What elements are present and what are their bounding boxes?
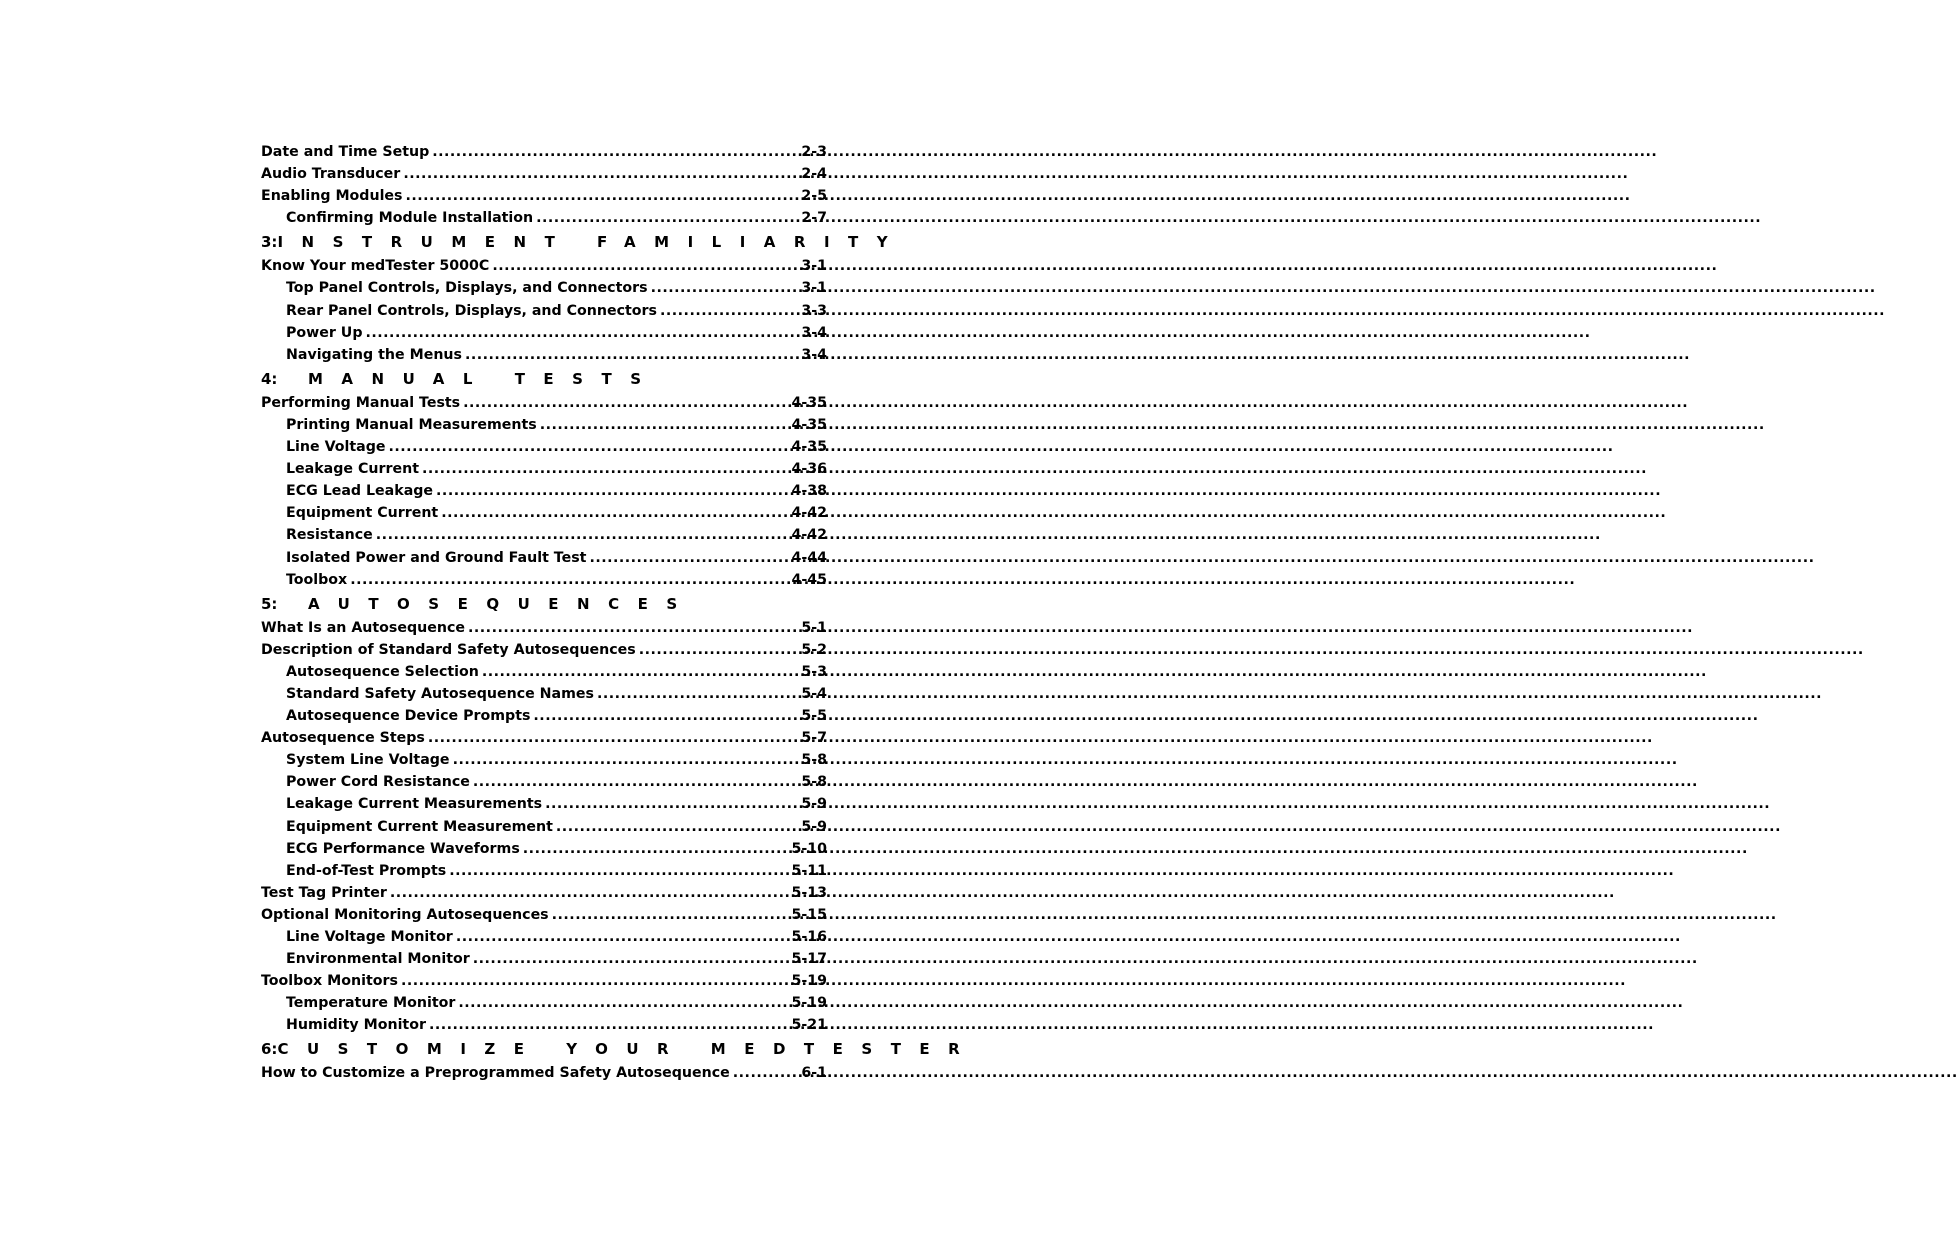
toc-entry[interactable]	[261, 661, 827, 683]
toc-entry[interactable]	[261, 207, 827, 229]
dot-leader	[401, 970, 788, 992]
toc-entry-page: 6-1	[801, 1065, 827, 1082]
chapter-heading	[261, 1036, 979, 1062]
toc-entry-page: 4-35	[791, 416, 827, 433]
dot-leader	[366, 322, 798, 344]
toc-entry[interactable]	[261, 185, 827, 207]
dot-leader	[536, 207, 797, 229]
toc-entry[interactable]	[261, 569, 827, 591]
toc-entry-title: Printing Manual Measurements	[286, 416, 537, 433]
toc-entry-page: 3-3	[801, 302, 827, 319]
toc-entry-title: Test Tag Printer	[261, 884, 387, 901]
dot-leader	[429, 1014, 788, 1036]
toc-entry-title: Performing Manual Tests	[261, 394, 461, 411]
dot-leader	[465, 344, 797, 366]
dot-leader	[533, 705, 797, 727]
toc-entry-title: Power Up	[286, 324, 363, 341]
toc-entry[interactable]	[261, 1062, 827, 1084]
toc-entry[interactable]	[261, 727, 827, 749]
dot-leader	[468, 617, 797, 639]
dot-leader	[449, 860, 787, 882]
dot-leader	[660, 300, 797, 322]
dot-leader	[482, 661, 798, 683]
toc-entry-page: 4-44	[791, 549, 827, 566]
toc-entry-page: 4-35	[791, 394, 827, 411]
toc-entry-title: Toolbox	[286, 571, 348, 588]
dot-leader	[422, 458, 788, 480]
toc-entry-title: Humidity Monitor	[286, 1017, 426, 1034]
toc-entry-title: Confirming Module Installation	[286, 210, 534, 227]
toc-entry[interactable]	[261, 141, 827, 163]
toc-entry-title: Optional Monitoring Autosequences	[261, 906, 549, 923]
toc-entry-title: Power Cord Resistance	[286, 774, 470, 791]
chapter-number: 6:	[261, 1040, 278, 1059]
toc-entry[interactable]	[261, 524, 827, 546]
dot-leader	[639, 639, 798, 661]
toc-entry-page: 5-10	[791, 840, 827, 857]
toc-entry-page: 3-4	[801, 346, 827, 363]
toc-entry-page: 5-1	[801, 619, 827, 636]
chapter-number: 5:	[261, 594, 278, 613]
toc-entry[interactable]	[261, 771, 827, 793]
toc-entry[interactable]	[261, 860, 827, 882]
toc-entry-title: Environmental Monitor	[286, 951, 470, 968]
toc-entry-title: Audio Transducer	[261, 166, 401, 183]
toc-entry[interactable]	[261, 277, 827, 299]
toc-entry-title: Isolated Power and Ground Fault Test	[286, 549, 587, 566]
toc-entry[interactable]	[261, 683, 827, 705]
toc-entry[interactable]	[261, 926, 827, 948]
toc-entry-title: Standard Safety Autosequence Names	[286, 685, 594, 702]
toc-entry[interactable]	[261, 639, 827, 661]
toc-entry-page: 5-4	[801, 685, 827, 702]
toc-entry-page: 5-13	[791, 884, 827, 901]
dot-leader	[350, 569, 787, 591]
toc-entry[interactable]	[261, 344, 827, 366]
toc-entry-page: 3-1	[801, 258, 827, 275]
toc-entry-title: Autosequence Steps	[261, 730, 425, 747]
toc-entry-page: 4-45	[791, 571, 827, 588]
dot-leader	[456, 926, 788, 948]
chapter-heading	[261, 591, 827, 617]
dot-leader	[441, 502, 787, 524]
toc-entry[interactable]	[261, 749, 827, 771]
dot-leader	[453, 749, 798, 771]
dot-leader	[458, 992, 787, 1014]
toc-entry[interactable]	[261, 163, 827, 185]
toc-entry-title: ECG Lead Leakage	[286, 483, 434, 500]
toc-entry[interactable]	[261, 992, 827, 1014]
toc-entry[interactable]	[261, 480, 827, 502]
chapter-heading	[261, 229, 907, 255]
toc-entry-title: System Line Voltage	[286, 752, 450, 769]
toc-entry-page: 4-42	[791, 527, 827, 544]
toc-entry-page: 4-38	[791, 483, 827, 500]
toc-entry-title: End-of-Test Prompts	[286, 862, 447, 879]
toc-entry-title: ECG Performance Waveforms	[286, 840, 520, 857]
toc-entry-title: How to Customize a Preprogrammed Safety Autosequence	[261, 1065, 730, 1082]
toc-entry-page: 3-1	[801, 280, 827, 297]
toc-entry-page: 5-9	[801, 796, 827, 813]
toc-entry-page: 3-4	[801, 324, 827, 341]
toc-entry[interactable]	[261, 904, 827, 926]
toc-entry[interactable]	[261, 414, 827, 436]
toc-entry[interactable]	[261, 882, 827, 904]
dot-leader	[428, 727, 798, 749]
dot-leader	[473, 948, 788, 970]
toc-entry-title: Line Voltage	[286, 439, 386, 456]
dot-leader	[552, 904, 788, 926]
toc-entry-page: 4-42	[791, 505, 827, 522]
toc-entry[interactable]	[261, 1014, 827, 1036]
toc-entry-page: 2-3	[801, 144, 827, 160]
toc-entry-page: 5-9	[801, 818, 827, 835]
toc-entry-page: 5-7	[801, 730, 827, 747]
toc-entry[interactable]	[261, 793, 827, 815]
toc-entry[interactable]	[261, 816, 827, 838]
table-of-contents	[261, 141, 979, 1085]
toc-entry-page: 5-19	[791, 973, 827, 990]
chapter-title: CUSTOMIZE YOUR MEDTESTER	[277, 1040, 979, 1059]
toc-entry-page: 5-3	[801, 663, 827, 680]
toc-entry-title: What Is an Autosequence	[261, 619, 466, 636]
dot-leader	[436, 480, 787, 502]
toc-entry-page: 5-2	[801, 641, 827, 658]
dot-leader	[597, 683, 797, 705]
chapter-title: AUTOSEQUENCES	[308, 594, 696, 613]
toc-entry[interactable]	[261, 838, 827, 860]
toc-entry[interactable]	[261, 970, 827, 992]
dot-leader	[545, 793, 797, 815]
toc-entry-page: 5-11	[791, 862, 827, 879]
dot-leader	[403, 163, 797, 185]
toc-entry[interactable]	[261, 705, 827, 727]
dot-leader	[589, 547, 787, 569]
toc-entry-title: Temperature Monitor	[286, 995, 456, 1012]
toc-entry[interactable]	[261, 436, 827, 458]
chapter-title: INSTRUMENT FAMILIARITY	[277, 233, 907, 252]
toc-entry[interactable]	[261, 392, 827, 414]
toc-entry-page: 5-5	[801, 708, 827, 725]
toc-entry-title: Rear Panel Controls, Displays, and Connectors	[286, 302, 657, 319]
dot-leader	[492, 255, 797, 277]
chapter-number: 4:	[261, 369, 278, 388]
dot-leader	[432, 141, 797, 163]
dot-leader	[376, 524, 788, 546]
toc-entry[interactable]	[261, 458, 827, 480]
toc-entry-page: 2-7	[801, 210, 827, 227]
toc-entry[interactable]	[261, 255, 827, 277]
toc-entry-page: 5-16	[791, 929, 827, 945]
toc-entry[interactable]	[261, 948, 827, 970]
toc-entry-page: 5-19	[791, 995, 827, 1012]
toc-entry[interactable]	[261, 322, 827, 344]
toc-entry-title: Description of Standard Safety Autosequences	[261, 641, 636, 658]
dot-leader	[651, 277, 798, 299]
dot-leader	[473, 771, 798, 793]
toc-entry[interactable]	[261, 502, 827, 524]
toc-entry-title: Equipment Current Measurement	[286, 818, 553, 835]
dot-leader	[733, 1062, 798, 1084]
toc-entry-title: Date and Time Setup	[261, 144, 430, 160]
toc-entry-title: Autosequence Device Prompts	[286, 708, 531, 725]
toc-entry-title: Leakage Current	[286, 461, 419, 478]
dot-leader	[390, 882, 788, 904]
toc-entry[interactable]	[261, 617, 827, 639]
dot-leader	[556, 816, 797, 838]
toc-entry-title: Top Panel Controls, Displays, and Connectors	[286, 280, 648, 297]
toc-entry-page: 5-21	[791, 1017, 827, 1034]
dot-leader	[540, 414, 788, 436]
toc-entry[interactable]	[261, 300, 827, 322]
chapter-number: 3:	[261, 233, 278, 252]
toc-entry-title: Know Your medTester 5000C	[261, 258, 490, 275]
dot-leader	[406, 185, 798, 207]
toc-entry-page: 5-15	[791, 906, 827, 923]
toc-entry-page: 5-8	[801, 774, 827, 791]
chapter-heading	[261, 366, 827, 392]
dot-leader	[523, 838, 788, 860]
dot-leader	[389, 436, 788, 458]
toc-entry-title: Line Voltage Monitor	[286, 929, 453, 945]
chapter-title: MANUAL TESTS	[308, 369, 660, 388]
toc-entry-title: Leakage Current Measurements	[286, 796, 543, 813]
toc-entry-page: 2-4	[801, 166, 827, 183]
toc-entry-title: Enabling Modules	[261, 188, 403, 205]
toc-entry-page: 2-5	[801, 188, 827, 205]
toc-entry-title: Navigating the Menus	[286, 346, 462, 363]
dot-leader	[463, 392, 787, 414]
toc-entry-page: 5-8	[801, 752, 827, 769]
toc-entry-title: Autosequence Selection	[286, 663, 479, 680]
toc-entry-title: Equipment Current	[286, 505, 439, 522]
toc-entry-title: Toolbox Monitors	[261, 973, 398, 990]
toc-entry[interactable]	[261, 547, 827, 569]
toc-entry-page: 4-35	[791, 439, 827, 456]
toc-entry-title: Resistance	[286, 527, 373, 544]
toc-entry-page: 4-36	[791, 461, 827, 478]
toc-entry-page: 5-17	[791, 951, 827, 968]
